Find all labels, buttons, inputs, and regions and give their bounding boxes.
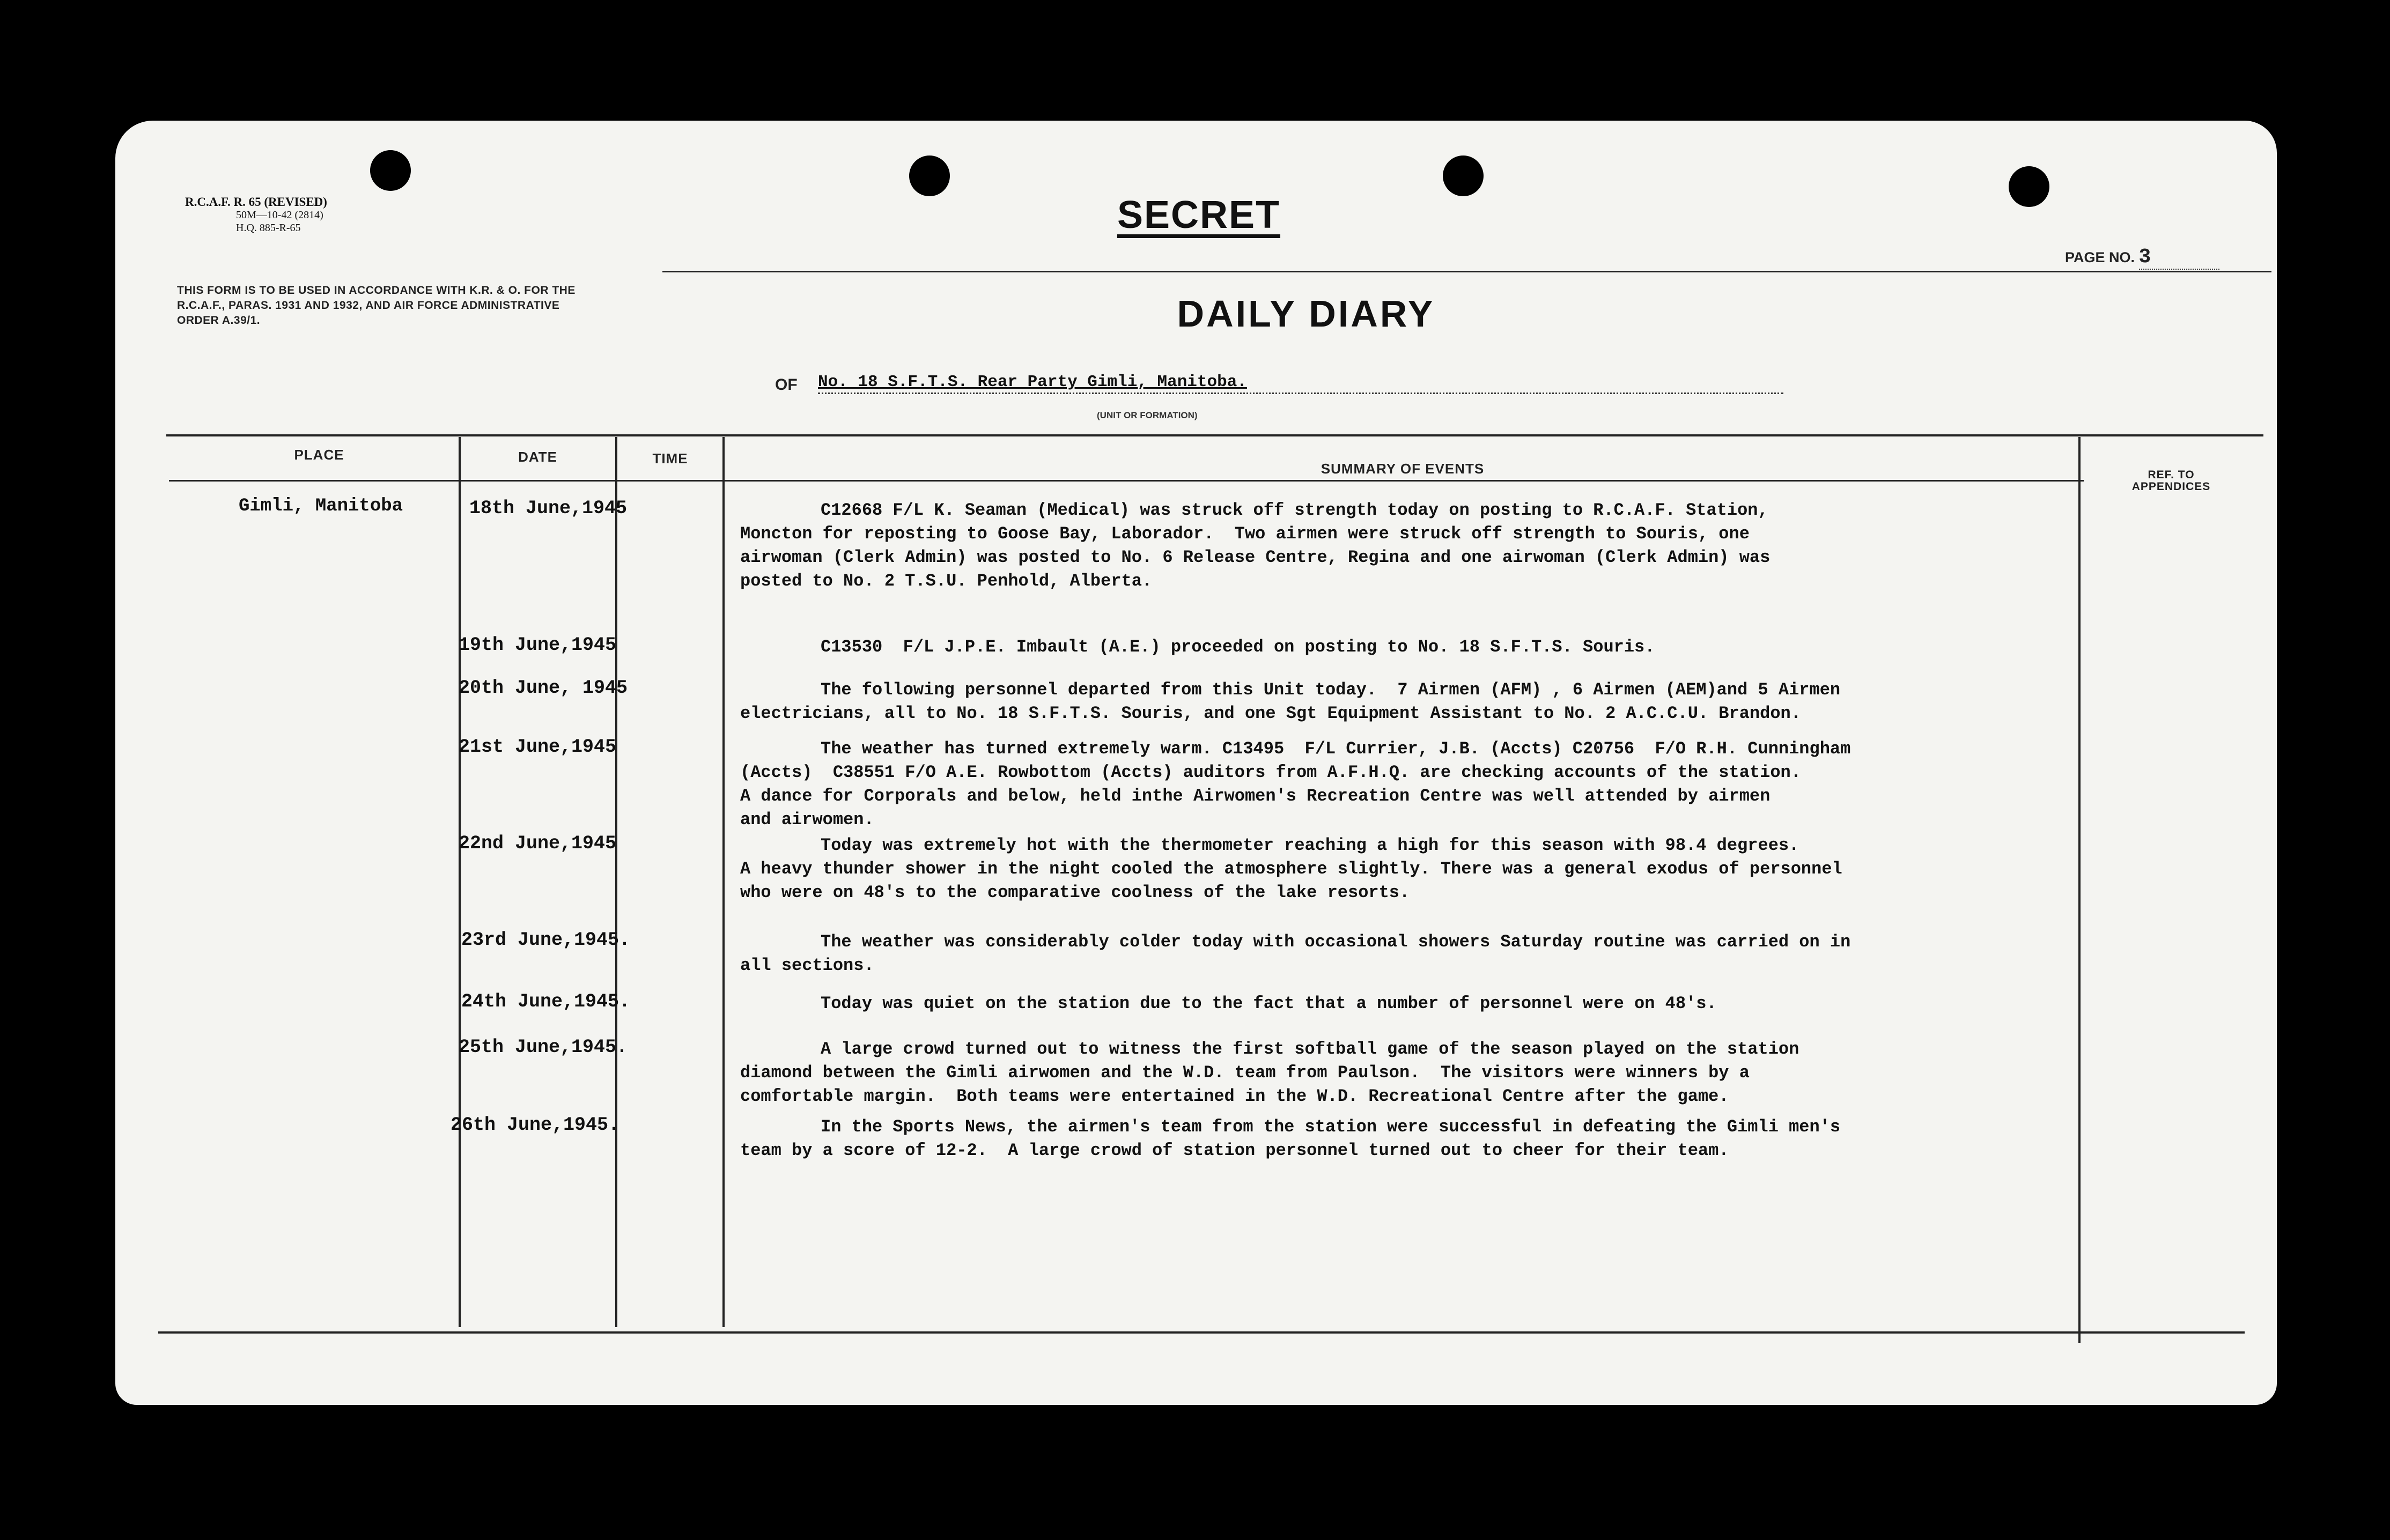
entry-summary — [740, 930, 2253, 978]
page-number — [2065, 246, 2219, 270]
entry-date: 24th June,1945. — [461, 991, 631, 1012]
summary-line: comfortable margin. Both teams were entertained in the W.D. Recreational Centre after the game. — [740, 1086, 1729, 1106]
page-title: DAILY DIARY — [1177, 293, 1435, 335]
ref-header-line: APPENDICES — [2131, 480, 2211, 493]
column-divider — [459, 437, 461, 1327]
entry-summary — [740, 678, 2253, 725]
column-header-place: PLACE — [294, 447, 344, 463]
classification-secret: SECRET — [1117, 194, 1281, 236]
entry-date: 18th June,1945 — [469, 498, 628, 519]
page-number-value: 3 — [2139, 246, 2219, 270]
summary-line: all sections. — [740, 956, 874, 975]
summary-line: who were on 48's to the comparative coolness of the lake resorts. — [740, 883, 1410, 902]
summary-line: A heavy thunder shower in the night cooled the atmosphere slightly. There was a general exodus of personnel — [740, 859, 1842, 879]
summary-line: The following personnel departed from this Unit today. 7 Airmen (AFM) , 6 Airmen (AEM)and 5 Airmen — [821, 680, 1841, 700]
column-divider — [722, 437, 725, 1327]
of-label: OF — [775, 376, 798, 394]
summary-line: Today was extremely hot with the thermometer reaching a high for this season with 98.4 degrees. — [821, 835, 1799, 855]
column-header-time: TIME — [652, 450, 688, 467]
entry-summary — [740, 992, 2253, 1016]
column-header-summary: SUMMARY OF EVENTS — [1321, 461, 1485, 477]
summary-line: The weather has turned extremely warm. C13495 F/L Currier, J.B. (Accts) C20756 F/O R.H. Cunningham — [821, 739, 1851, 759]
summary-line: C13530 F/L J.P.E. Imbault (A.E.) proceeded on posting to No. 18 S.F.T.S. Souris. — [821, 637, 1655, 657]
summary-line: The weather was considerably colder today with occasional showers Saturday routine was carried on in — [821, 932, 1851, 952]
binder-hole — [370, 150, 411, 191]
entry-date: 20th June, 1945 — [459, 677, 628, 699]
column-divider — [615, 437, 617, 1327]
summary-line: and airwomen. — [740, 810, 874, 830]
summary-line: (Accts) C38551 F/O A.E. Rowbottom (Accts) auditors from A.F.H.Q. are checking accounts of the station. — [740, 762, 1801, 782]
table-bottom-rule — [158, 1331, 2245, 1334]
entry-date: 19th June,1945 — [459, 634, 617, 656]
entry-date: 21st June,1945 — [459, 736, 617, 758]
unit-caption: (UNIT OR FORMATION) — [1097, 410, 1198, 420]
summary-line: Moncton for reposting to Goose Bay, Laborador. Two airmen were struck off strength to Souris, one — [740, 524, 1750, 544]
ref-header-line: REF. TO — [2148, 469, 2195, 481]
form-id-line: 50M—10-42 (2814) — [236, 209, 323, 221]
unit-name: No. 18 S.F.T.S. Rear Party Gimli, Manitoba. — [818, 373, 1783, 394]
summary-line: posted to No. 2 T.S.U. Penhold, Alberta. — [740, 571, 1153, 591]
entry-summary — [740, 834, 2253, 905]
form-id-line: H.Q. 885-R-65 — [236, 222, 301, 234]
form-id-line: R.C.A.F. R. 65 (REVISED) — [185, 195, 327, 209]
summary-line: diamond between the Gimli airwomen and the W.D. team from Paulson. The visitors were winners by a — [740, 1063, 1750, 1083]
summary-line: C12668 F/L K. Seaman (Medical) was struck off strength today on posting to R.C.A.F. Station, — [821, 500, 1768, 520]
form-identifier — [185, 196, 327, 234]
summary-line: A dance for Corporals and below, held inthe Airwomen's Recreation Centre was well attended by airmen — [740, 786, 1771, 806]
table-top-rule — [166, 434, 2263, 436]
place-cell: Gimli, Manitoba — [239, 496, 403, 516]
diary-page — [115, 121, 2277, 1405]
entry-summary — [740, 737, 2253, 832]
binder-hole — [2009, 166, 2049, 207]
entry-summary — [740, 499, 2253, 593]
summary-line: airwoman (Clerk Admin) was posted to No. 6 Release Centre, Regina and one airwoman (Clerk Admin) was — [740, 547, 1771, 567]
entry-summary — [740, 1038, 2253, 1108]
entry-date: 26th June,1945. — [451, 1114, 620, 1136]
summary-line: electricians, all to No. 18 S.F.T.S. Souris, and one Sgt Equipment Assistant to No. 2 A.C.C.U. Brandon. — [740, 704, 1801, 723]
column-header-ref — [2083, 469, 2260, 493]
summary-line: A large crowd turned out to witness the first softball game of the season played on the station — [821, 1039, 1799, 1059]
header-bottom-rule — [169, 480, 2084, 482]
entry-summary — [740, 635, 2253, 659]
binder-hole — [1443, 156, 1484, 196]
summary-line: Today was quiet on the station due to the fact that a number of personnel were on 48's. — [821, 994, 1717, 1013]
column-header-date: DATE — [518, 449, 557, 465]
entry-date: 25th June,1945. — [459, 1036, 628, 1058]
entry-summary — [740, 1115, 2253, 1163]
entry-date: 22nd June,1945 — [459, 833, 617, 854]
form-usage-note: THIS FORM IS TO BE USED IN ACCORDANCE WITH K.R. & O. FOR THE R.C.A.F., PARAS. 1931 AND 1932, AND AIR FORCE ADMINISTRATIVE ORDER A.39/1. — [177, 284, 576, 327]
page-number-label: PAGE NO. — [2065, 249, 2135, 265]
summary-line: In the Sports News, the airmen's team from the station were successful in defeating the Gimli men's — [821, 1117, 1841, 1137]
binder-hole — [909, 156, 950, 196]
summary-line: team by a score of 12-2. A large crowd of station personnel turned out to cheer for their team. — [740, 1141, 1729, 1160]
header-rule — [662, 271, 2271, 272]
entry-date: 23rd June,1945. — [461, 929, 631, 951]
